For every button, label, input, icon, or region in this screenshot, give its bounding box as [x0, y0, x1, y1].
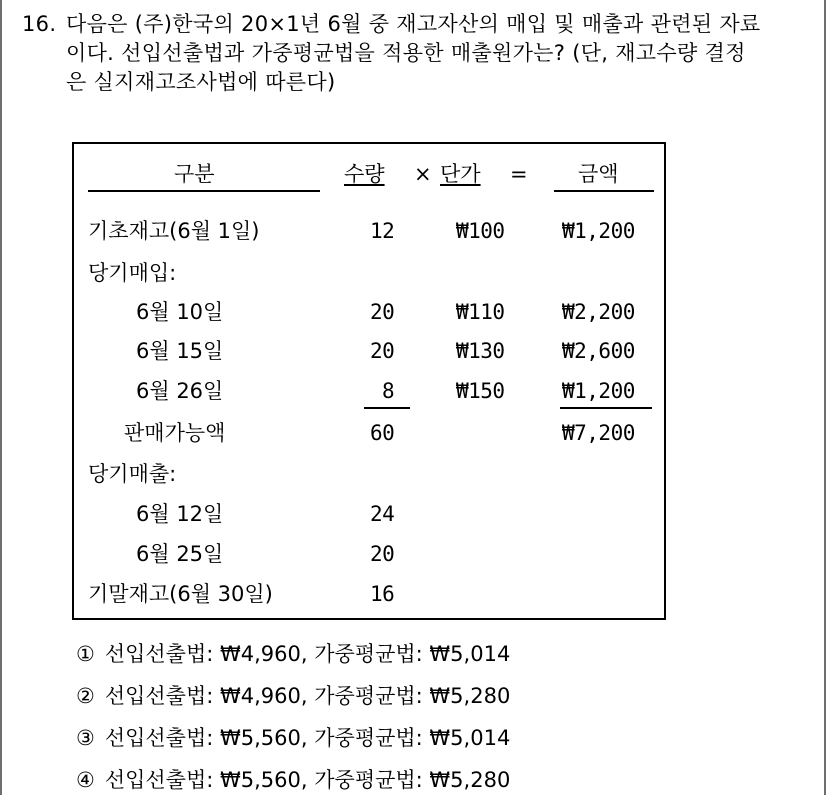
question-text: 다음은 (주)한국의 20×1년 6월 중 재고자산의 매입 및 매출과 관련된 자료이다. 선입선출법과 가중평균법을 적용한 매출원가는? (단, 재고수량 결정은 실지재고조사법에 따른다): [66, 12, 761, 94]
row-amount: ₩2,600: [562, 339, 635, 363]
header-times: ×: [414, 162, 432, 186]
row-price: ₩110: [456, 300, 505, 324]
row-qty: 24: [370, 502, 395, 526]
header-equals: =: [510, 162, 528, 186]
row-amount: ₩1,200: [562, 379, 635, 403]
row-label: 당기매입:: [88, 261, 177, 285]
option-marker: ④: [76, 768, 95, 792]
option-3[interactable]: [76, 724, 520, 766]
row-price: ₩100: [456, 219, 505, 243]
row-label: 6월 10일: [136, 300, 224, 324]
option-1[interactable]: [76, 640, 520, 682]
header-quantity: 수량: [344, 162, 385, 186]
row-qty: 20: [370, 542, 395, 566]
row-qty: 16: [370, 582, 395, 606]
row-label: 6월 15일: [136, 339, 224, 363]
row-qty: 20: [370, 300, 395, 324]
option-4[interactable]: [76, 766, 520, 808]
page-border-left: [0, 0, 2, 795]
answer-options: [76, 640, 520, 808]
row-qty: 8: [382, 379, 395, 403]
quantity-subtotal-rule: [364, 407, 410, 409]
row-price: ₩130: [456, 339, 505, 363]
row-label: 6월 12일: [136, 502, 224, 526]
header-unit-price: 단가: [440, 162, 481, 186]
row-label: 판매가능액: [124, 421, 226, 445]
option-2[interactable]: [76, 682, 520, 724]
row-label: 기말재고(6월 30일): [88, 582, 273, 606]
row-amount: ₩2,200: [562, 300, 635, 324]
option-marker: ②: [76, 684, 95, 708]
header-category-underline: [88, 190, 320, 192]
option-text: 선입선출법: ₩4,960, 가중평균법: ₩5,280: [104, 684, 511, 708]
option-marker: ③: [76, 726, 95, 750]
option-text: 선입선출법: ₩5,560, 가중평균법: ₩5,280: [104, 768, 511, 792]
row-qty: 12: [370, 219, 395, 243]
option-text: 선입선출법: ₩5,560, 가중평균법: ₩5,014: [104, 726, 511, 750]
header-amount: 금액: [578, 162, 619, 186]
row-label: 기초재고(6월 1일): [88, 219, 260, 243]
option-text: 선입선출법: ₩4,960, 가중평균법: ₩5,014: [104, 642, 511, 666]
row-label: 당기매출:: [88, 462, 177, 486]
option-marker: ①: [76, 642, 95, 666]
row-qty: 60: [370, 421, 395, 445]
question-block: [22, 10, 762, 97]
amount-subtotal-rule: [560, 407, 652, 409]
question-number: 16.: [22, 12, 57, 36]
row-price: ₩150: [456, 379, 505, 403]
header-amount-underline: [554, 190, 654, 192]
header-category: 구분: [174, 162, 215, 186]
row-qty: 20: [370, 339, 395, 363]
row-label: 6월 25일: [136, 542, 224, 566]
row-label: 6월 26일: [136, 379, 224, 403]
inventory-table: [72, 142, 666, 620]
row-amount: ₩7,200: [562, 421, 635, 445]
row-amount: ₩1,200: [562, 219, 635, 243]
